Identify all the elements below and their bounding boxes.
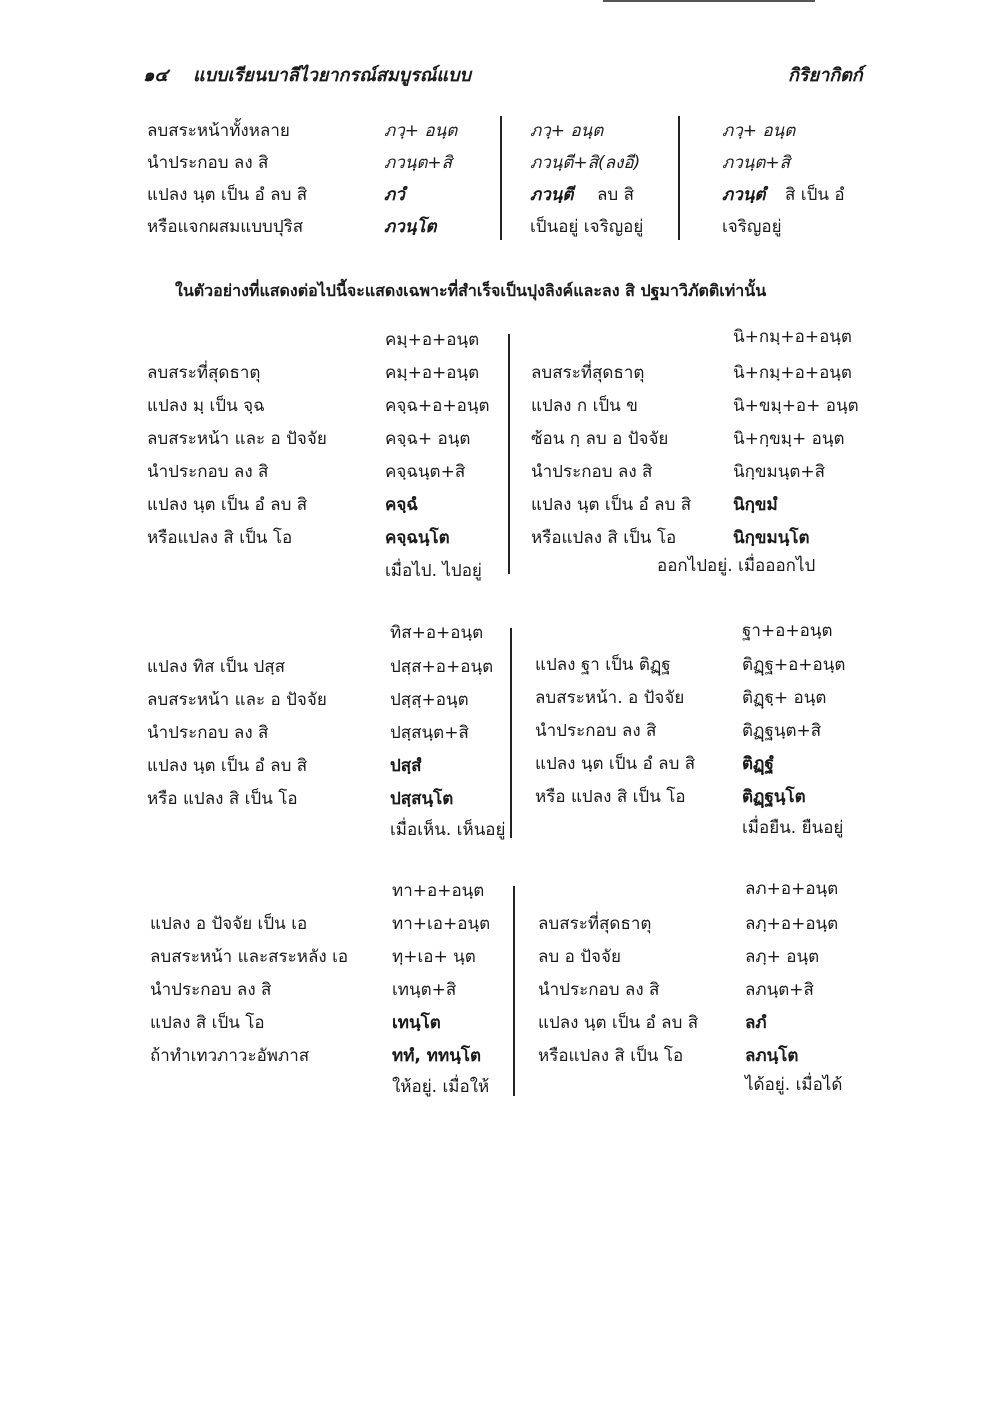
form-cell: ภวนฺต+สิ	[384, 153, 453, 173]
step-label: ลบ อ ปัจจัย	[538, 947, 621, 967]
form-cell: ติฏฺฐนฺต+สิ	[742, 721, 822, 741]
top-rule	[603, 0, 815, 2]
step-label: แปลง นฺต เป็น อํ ลบ สิ	[147, 756, 308, 776]
step-label: ซ้อน กฺ ลบ อ ปัจจัย	[531, 429, 669, 449]
form-cell: ทา+เอ+อนฺต	[392, 914, 491, 934]
form-cell: คจฺฉ+ อนฺต	[385, 429, 471, 449]
step-label: แปลง นฺต เป็น อํ ลบ สิ	[531, 495, 692, 515]
form-cell: ลภํ	[745, 1013, 767, 1033]
form-cell: ภวํ	[384, 185, 405, 205]
step-label: นำประกอบ ลง สิ	[531, 462, 653, 482]
meaning-text: ออกไปอยู่. เมื่อออกไป	[657, 556, 816, 576]
meaning-text: เมื่อเห็น. เห็นอยู่	[390, 820, 506, 840]
form-cell: ภวนฺโต	[384, 217, 437, 237]
form-cell: ติฏฺฐฺ+ อนฺต	[742, 688, 827, 708]
form-note: สิ เป็น อํ	[785, 185, 845, 205]
step-label: หรือแปลง สิ เป็น โอ	[538, 1046, 684, 1066]
form-cell: ติฏฺฐนฺโต	[742, 787, 806, 807]
page-number: ๑๔	[143, 65, 169, 86]
form-cell: นิกฺขมนฺโต	[733, 528, 810, 548]
step-label: หรือแปลง สิ เป็น โอ	[147, 528, 293, 548]
meaning-text: เมื่อยืน. ยืนอยู่	[742, 818, 844, 838]
form-cell: นิกฺขมนฺต+สิ	[733, 462, 826, 482]
form-cell: ติฏฺฐํ	[742, 754, 774, 774]
form-cell: ทฺ+เอ+ นฺต	[392, 947, 476, 967]
step-label: นำประกอบ ลง สิ	[538, 980, 660, 1000]
root-formula: ทา+อ+อนฺต	[392, 881, 485, 901]
form-cell: นิ+กฺขมฺ+ อนฺต	[733, 429, 845, 449]
column-divider	[678, 116, 680, 240]
form-cell: ภวนฺตํ	[722, 185, 766, 205]
meaning-text: เมื่อไป. ไปอยู่	[385, 561, 482, 581]
step-label: ลบสระหน้าทั้งหลาย	[147, 121, 290, 141]
form-cell: นิกฺขมํ	[733, 495, 778, 515]
step-label: ลบสระหน้า. อ ปัจจัย	[535, 688, 685, 708]
step-label: หรือ แปลง สิ เป็น โอ	[147, 789, 298, 809]
step-label: แปลง นฺต เป็น อํ ลบ สิ	[147, 495, 308, 515]
step-label: แปลง มฺ เป็น จฺฉ	[147, 396, 265, 416]
form-cell: ภวฺ+ อนฺต	[722, 121, 796, 141]
column-divider	[513, 886, 515, 1096]
form-cell: คจฺฉํ	[385, 495, 418, 515]
column-divider	[508, 334, 510, 574]
form-cell: นิ+ขมฺ+อ+ อนฺต	[733, 396, 859, 416]
form-cell: ปสฺส+อ+อนฺต	[390, 657, 494, 677]
step-label: ลบสระที่สุดธาตุ	[147, 363, 261, 383]
book-title: แบบเรียนบาลีไวยากรณ์สมบูรณ์แบบ	[193, 65, 471, 86]
step-label: แปลง อ ปัจจัย เป็น เอ	[150, 914, 308, 934]
step-label: ลบสระที่สุดธาตุ	[538, 914, 652, 934]
step-label: แปลง ทิส เป็น ปสฺส	[147, 657, 286, 677]
form-cell: ททํ, ททนฺโต	[392, 1046, 481, 1066]
form-cell: ลภนฺต+สิ	[745, 980, 814, 1000]
step-label: นำประกอบ ลง สิ	[147, 723, 269, 743]
column-divider	[500, 116, 502, 240]
root-formula: ลภ+อ+อนฺต	[745, 879, 839, 899]
form-cell: ภวนฺตี	[530, 185, 574, 205]
form-cell: ลภฺ+อ+อนฺต	[745, 914, 839, 934]
intro-sentence: ในตัวอย่างที่แสดงต่อไปนี้จะแสดงเฉพาะที่สำเร็จเป็นปุงลิงค์และลง สิ ปฐมาวิภัตติเท่านั้น	[175, 281, 767, 300]
step-label: แปลง ก เป็น ข	[531, 396, 638, 416]
form-cell: เทนฺต+สิ	[392, 980, 457, 1000]
form-cell: ลภนฺโต	[745, 1046, 799, 1066]
step-label: ลบสระหน้า และ อ ปัจจัย	[147, 690, 327, 710]
meaning-text: ให้อยู่. เมื่อให้	[392, 1077, 490, 1097]
form-cell: ปสฺสนฺต+สิ	[390, 723, 469, 743]
step-label: แปลง นฺต เป็น อํ ลบ สิ	[147, 185, 308, 205]
form-cell: ปสฺสนฺโต	[390, 789, 454, 809]
form-cell: นิ+กมฺ+อ+อนฺต	[733, 363, 852, 383]
form-cell: ปสฺสํ	[390, 756, 422, 776]
step-label: แปลง สิ เป็น โอ	[150, 1013, 265, 1033]
root-formula: ทิส+อ+อนฺต	[390, 623, 484, 643]
form-cell: ภวนฺต+สิ	[722, 153, 791, 173]
step-label: ถ้าทำเทวภาวะอัพภาส	[150, 1046, 310, 1066]
form-cell: ภวฺ+ อนฺต	[530, 121, 604, 141]
form-cell: คจฺฉ+อ+อนฺต	[385, 396, 490, 416]
form-cell: คมฺ+อ+อนฺต	[385, 363, 480, 383]
root-formula: นิ+กมฺ+อ+อนฺต	[733, 327, 852, 347]
column-divider	[510, 628, 512, 838]
step-label: ลบสระหน้า และ อ ปัจจัย	[147, 429, 327, 449]
meaning-text: เจริญอยู่	[722, 217, 782, 237]
step-label: นำประกอบ ลง สิ	[535, 721, 657, 741]
meaning-text: ได้อยู่. เมื่อได้	[745, 1075, 843, 1095]
step-label: นำประกอบ ลง สิ	[147, 462, 269, 482]
form-note: ลบ สิ	[597, 185, 634, 205]
form-cell: ลภฺ+ อนฺต	[745, 947, 820, 967]
step-label: หรือ แปลง สิ เป็น โอ	[535, 787, 686, 807]
root-formula: คมฺ+อ+อนฺต	[385, 330, 480, 350]
step-label: แปลง นฺต เป็น อํ ลบ สิ	[535, 754, 696, 774]
step-label: นำประกอบ ลง สิ	[150, 980, 272, 1000]
step-label: ลบสระที่สุดธาตุ	[531, 363, 645, 383]
step-label: หรือแปลง สิ เป็น โอ	[531, 528, 677, 548]
form-cell: ปสฺสฺ+อนฺต	[390, 690, 469, 710]
form-cell: คจฺฉนฺโต	[385, 528, 450, 548]
step-label: แปลง นฺต เป็น อํ ลบ สิ	[538, 1013, 699, 1033]
step-label: หรือแจกผสมแบบปุริส	[147, 217, 304, 237]
step-label: นำประกอบ ลง สิ	[147, 153, 269, 173]
form-cell: เทนฺโต	[392, 1013, 441, 1033]
meaning-text: เป็นอยู่ เจริญอยู่	[530, 217, 644, 237]
step-label: แปลง ฐา เป็น ติฏฺฐ	[535, 655, 671, 675]
step-label: ลบสระหน้า และสระหลัง เอ	[150, 947, 349, 967]
form-cell: ภวฺ+ อนฺต	[384, 121, 458, 141]
form-cell: ภวนฺตี+สิ(ลงอี)	[530, 153, 641, 173]
chapter-title: กิริยากิตก์	[788, 65, 863, 86]
form-cell: คจฺฉนฺต+สิ	[385, 462, 466, 482]
form-cell: ติฏฺฐ+อ+อนฺต	[742, 655, 846, 675]
root-formula: ฐา+อ+อนฺต	[742, 621, 833, 641]
